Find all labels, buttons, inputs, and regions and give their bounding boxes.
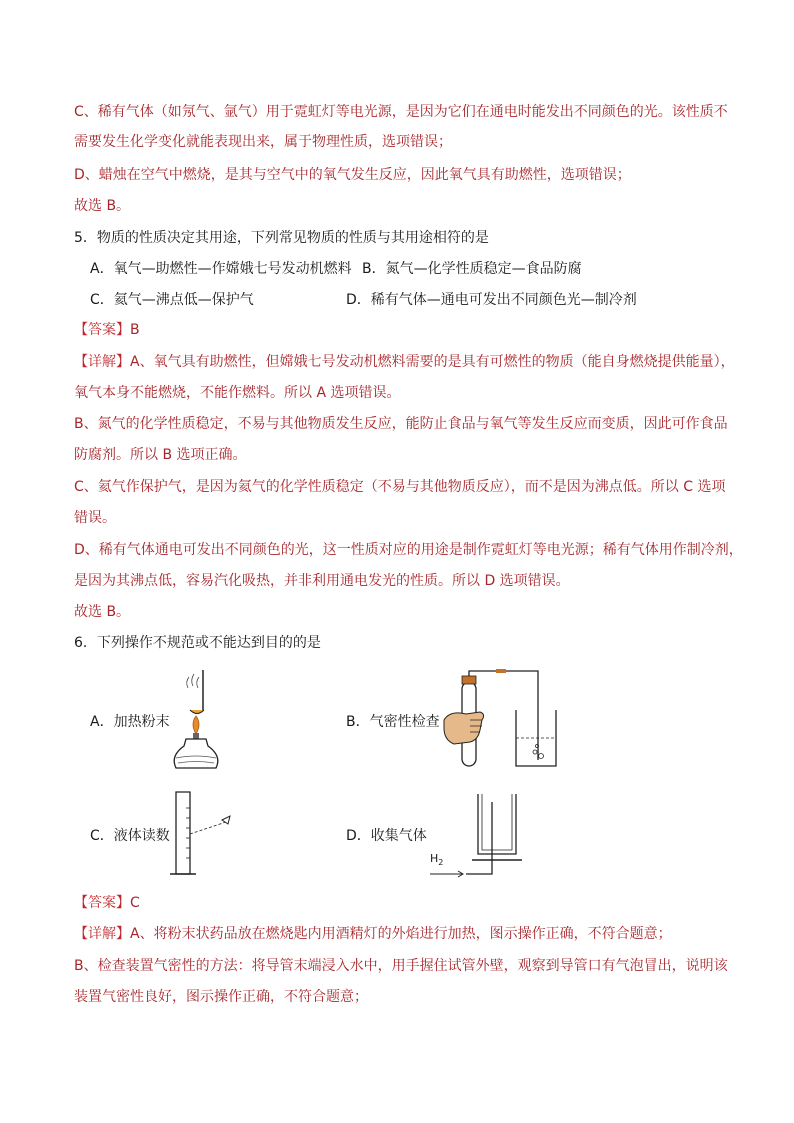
explanation-d-line: D、蜡烛在空气中燃烧，是其与空气中的氧气发生反应，因此氧气具有助燃性，选项错误；	[74, 167, 631, 183]
q5-option-a: A．氧气—助燃性—作嫦娥七号发动机燃料	[90, 261, 352, 277]
gas-collection-diagram	[426, 790, 556, 882]
h2-subscript: 2	[438, 858, 444, 868]
q6-option-c-label: C．液体读数	[90, 828, 170, 844]
answer-tag: 【答案】	[74, 895, 130, 911]
q5-detail-b2: 防腐剂。所以 B 选项正确。	[74, 447, 247, 463]
detail-text: A、将粉末状药品放在燃烧匙内用酒精灯的外焰进行加热，图示操作正确，不符合题意；	[130, 926, 672, 942]
h2-label	[430, 852, 443, 867]
q5-stem: 5．物质的性质决定其用途，下列常见物质的性质与其用途相符的是	[74, 230, 489, 246]
q6-answer	[74, 893, 140, 913]
q5-detail-a1	[74, 352, 735, 372]
q6-option-b-label: B．气密性检查	[346, 714, 440, 730]
q6-option-a-label: A．加热粉末	[90, 714, 170, 730]
explanation-conclusion: 故选 B。	[74, 198, 131, 214]
explanation-c-line2: 需要发生化学变化就能表现出来，属于物理性质，选项错误；	[74, 134, 452, 150]
q6-option-d-label: D．收集气体	[346, 828, 427, 844]
airtightness-check-diagram	[440, 668, 560, 773]
answer-tag: 【答案】	[74, 322, 130, 338]
detail-tag: 【详解】	[74, 354, 130, 370]
q5-detail-d2: 是因为其沸点低，容易汽化吸热，并非利用通电发光的性质。所以 D 选项错误。	[74, 573, 570, 589]
detail-text: A、氧气具有助燃性，但嫦娥七号发动机燃料需要的是具有可燃性的物质（能自身燃烧提供能量），	[130, 354, 735, 370]
q6-detail-a	[74, 924, 672, 944]
q5-conclusion: 故选 B。	[74, 604, 131, 620]
q5-detail-a2: 氧气本身不能燃烧，不能作燃料。所以 A 选项错误。	[74, 385, 401, 401]
q6-stem: 6．下列操作不规范或不能达到目的的是	[74, 635, 321, 651]
graduated-cylinder-diagram	[168, 788, 238, 880]
q5-answer	[74, 320, 140, 340]
q5-option-b: B．氮气—化学性质稳定—食品防腐	[362, 261, 582, 277]
alcohol-lamp-diagram	[168, 668, 228, 778]
q5-option-c: C．氦气—沸点低—保护气	[90, 292, 254, 308]
h2-symbol: H	[430, 852, 439, 865]
q6-detail-b1: B、检查装置气密性的方法：将导管末端浸入水中，用手握住试管外壁，观察到导管口有气泡冒出，说明该	[74, 958, 728, 974]
answer-value: C	[130, 895, 140, 911]
q6-detail-b2: 装置气密性良好，图示操作正确，不符合题意；	[74, 989, 368, 1005]
q5-detail-c2: 错误。	[74, 510, 116, 526]
q5-detail-b1: B、氮气的化学性质稳定，不易与其他物质发生反应，能防止食品与氧气等发生反应而变质，因此可作食品	[74, 416, 728, 432]
detail-tag: 【详解】	[74, 926, 130, 942]
q5-detail-c1: C、氦气作保护气，是因为氦气的化学性质稳定（不易与其他物质反应），而不是因为沸点低。所以 C 选项	[74, 479, 726, 495]
answer-value: B	[130, 322, 140, 338]
q5-detail-d1: D、稀有气体通电可发出不同颜色的光，这一性质对应的用途是制作霓虹灯等电光源；稀有气体用作制冷剂，	[74, 542, 743, 558]
explanation-c-line1: C、稀有气体（如氖气、氩气）用于霓虹灯等电光源，是因为它们在通电时能发出不同颜色的光。该性质不	[74, 104, 728, 120]
q5-option-d: D．稀有气体—通电可发出不同颜色光—制冷剂	[346, 292, 637, 308]
